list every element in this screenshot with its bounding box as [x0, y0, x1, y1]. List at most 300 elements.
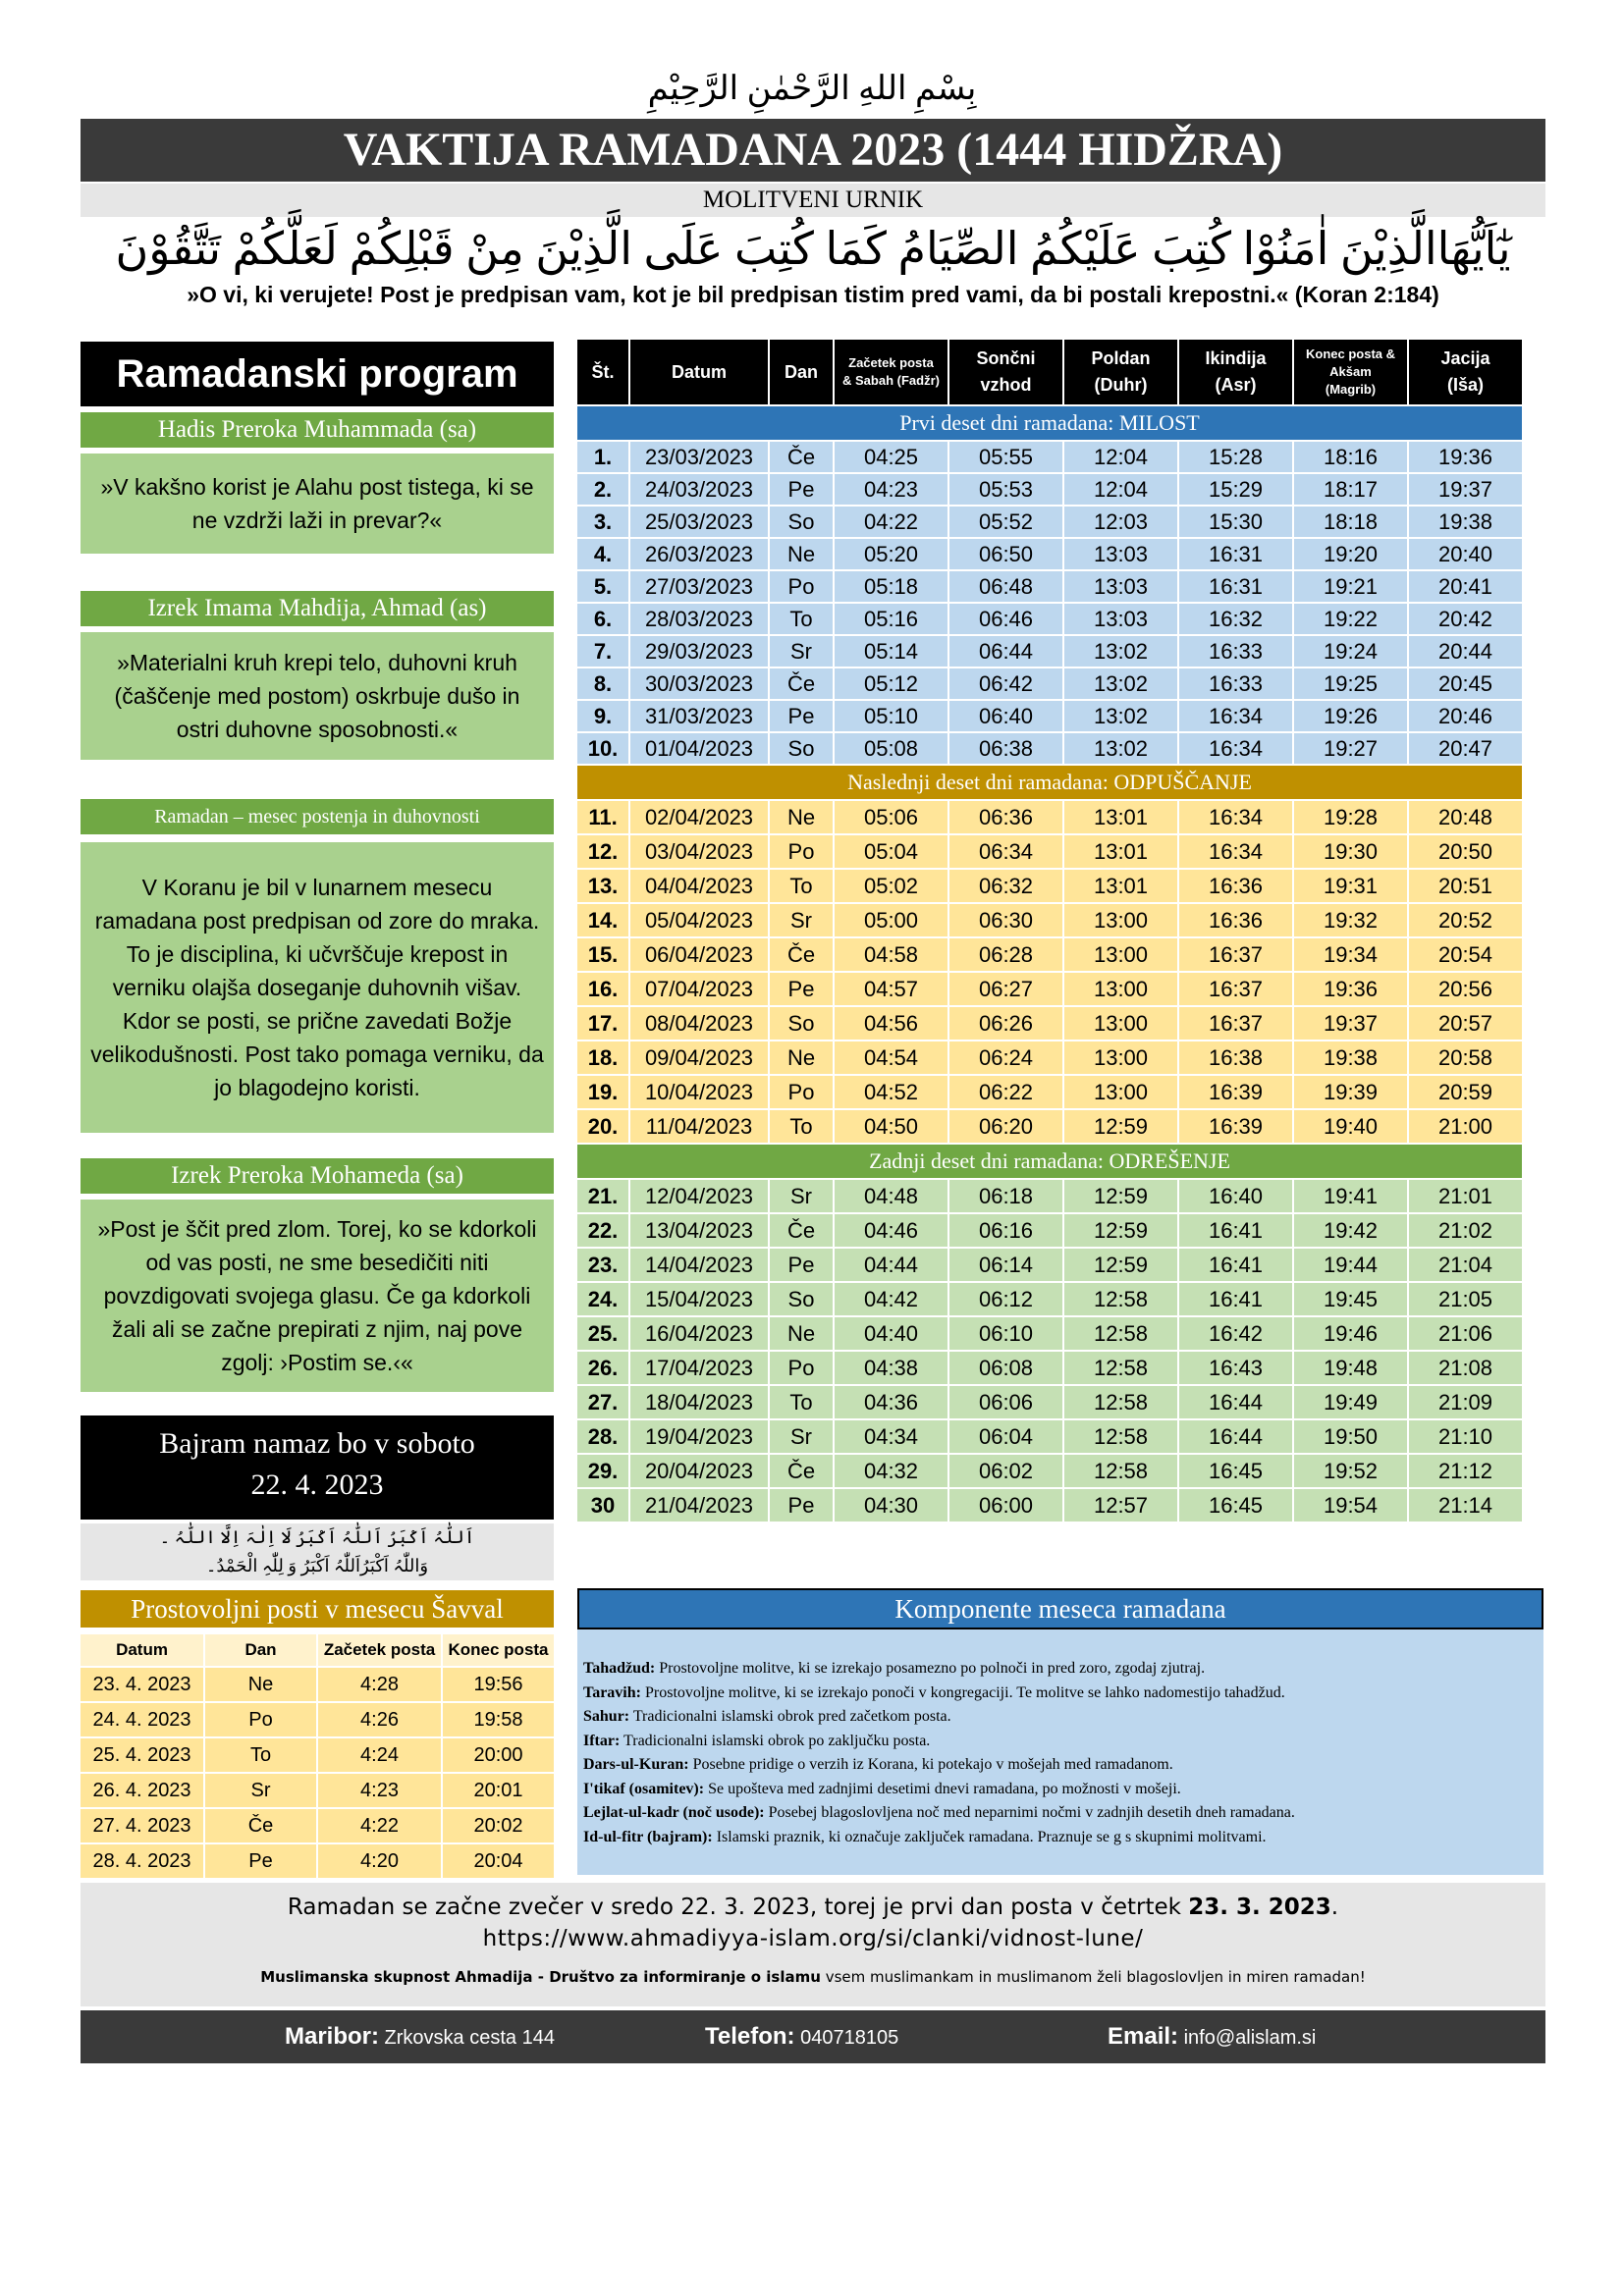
table-cell: 13:00 [1064, 1076, 1177, 1108]
table-row [577, 1489, 1522, 1522]
table-cell: Sr [205, 1774, 316, 1807]
table-cell: 20:54 [1409, 938, 1522, 971]
table-row [577, 1249, 1522, 1281]
table-cell: 05:53 [949, 474, 1062, 505]
table-cell: Po [205, 1703, 316, 1736]
table-cell: 19:38 [1409, 507, 1522, 537]
table-cell: 13:02 [1064, 701, 1177, 731]
table-cell: 06:18 [949, 1180, 1062, 1212]
table-cell: 23. [577, 1249, 628, 1281]
table-row [577, 571, 1522, 602]
table-cell: 16:31 [1179, 571, 1292, 602]
table-cell: 13:03 [1064, 604, 1177, 634]
table-cell: 24. 4. 2023 [81, 1703, 203, 1736]
table-cell: 20:40 [1409, 539, 1522, 569]
section-title: Prvi deset dni ramadana: MILOST [577, 406, 1522, 440]
table-cell: 16:33 [1179, 668, 1292, 699]
table-row [577, 1041, 1522, 1074]
page-subtitle: MOLITVENI URNIK [81, 184, 1545, 217]
table-cell: 4:20 [318, 1844, 441, 1878]
component-item [583, 1705, 1534, 1730]
table-cell: 27. 4. 2023 [81, 1809, 203, 1842]
table-row [577, 507, 1522, 537]
table-cell: 06:28 [949, 938, 1062, 971]
table-cell: 04:48 [835, 1180, 947, 1212]
component-term: Lejlat-ul-kadr (noč usode): [583, 1804, 765, 1821]
table-cell: 04:58 [835, 938, 947, 971]
column-header: Dan [770, 340, 833, 404]
table-cell: 12:59 [1064, 1249, 1177, 1281]
column-header-line: (Iša) [1446, 375, 1484, 395]
table-cell: 20:47 [1409, 733, 1522, 764]
component-description: Prostovoljne molitve, ki se izrekajo posamezno po polnoči in pred zoro, zgodaj zjutraj. [659, 1660, 1206, 1677]
section-header-row [577, 1145, 1522, 1178]
table-cell: 19:39 [1294, 1076, 1407, 1108]
table-cell: 21:14 [1409, 1489, 1522, 1522]
contact-label: Telefon: [705, 2023, 795, 2050]
table-cell: 21:05 [1409, 1283, 1522, 1315]
table-cell: 20/04/2023 [630, 1455, 768, 1487]
column-header [1294, 340, 1407, 404]
table-row [577, 1386, 1522, 1418]
table-row [577, 733, 1522, 764]
table-cell: 21:09 [1409, 1386, 1522, 1418]
table-cell: 21:00 [1409, 1110, 1522, 1143]
table-cell: 19:27 [1294, 733, 1407, 764]
table-cell: 13:00 [1064, 938, 1177, 971]
component-term: Tahadžud: [583, 1660, 656, 1677]
section-heading: Izrek Imama Mahdija, Ahmad (as) [81, 591, 554, 626]
table-cell: 28. [577, 1420, 628, 1453]
table-cell: 19:37 [1409, 474, 1522, 505]
table-row [81, 1809, 554, 1842]
column-header: Datum [630, 340, 768, 404]
table-row [81, 1703, 554, 1736]
table-cell: 24/03/2023 [630, 474, 768, 505]
table-cell: 12/04/2023 [630, 1180, 768, 1212]
table-cell: 05:00 [835, 904, 947, 936]
table-cell: 06:46 [949, 604, 1062, 634]
section-heading: Ramadan – mesec postenja in duhovnosti [81, 799, 554, 834]
table-cell: 4:23 [318, 1774, 441, 1807]
components-heading: Komponente meseca ramadana [577, 1588, 1543, 1629]
table-cell: 12:59 [1064, 1110, 1177, 1143]
table-cell: 4:24 [318, 1738, 441, 1772]
table-cell: 12:04 [1064, 474, 1177, 505]
table-cell: 30 [577, 1489, 628, 1522]
table-cell: 23. 4. 2023 [81, 1668, 203, 1701]
table-cell: 20:56 [1409, 973, 1522, 1005]
component-description: Prostovoljne molitve, ki se izrekajo ponoči v kongregaciji. Te molitve se lahko nadomestijo tahadžud. [644, 1683, 1285, 1701]
table-cell: 20:58 [1409, 1041, 1522, 1074]
table-cell: 13:01 [1064, 870, 1177, 902]
organization-name: Muslimanska skupnost Ahmadija - Društvo za informiranje o islamu [260, 1968, 821, 1986]
table-cell: 27. [577, 1386, 628, 1418]
table-cell: 9. [577, 701, 628, 731]
table-cell: 15. [577, 938, 628, 971]
table-cell: 19/04/2023 [630, 1420, 768, 1453]
table-cell: 06:38 [949, 733, 1062, 764]
table-cell: 04:25 [835, 442, 947, 472]
table-row [577, 904, 1522, 936]
table-cell: 26. [577, 1352, 628, 1384]
table-cell: 13:01 [1064, 835, 1177, 868]
table-cell: 06:36 [949, 801, 1062, 833]
column-header: Št. [577, 340, 628, 404]
table-cell: 04:46 [835, 1214, 947, 1247]
table-cell: Po [770, 835, 833, 868]
table-cell: 06:40 [949, 701, 1062, 731]
table-cell: So [770, 733, 833, 764]
table-cell: 13. [577, 870, 628, 902]
table-cell: 06:30 [949, 904, 1062, 936]
table-row [577, 973, 1522, 1005]
table-row [577, 701, 1522, 731]
table-row [577, 539, 1522, 569]
table-cell: 06:50 [949, 539, 1062, 569]
prayer-times-table [575, 338, 1524, 1523]
table-row [577, 938, 1522, 971]
table-cell: 19:50 [1294, 1420, 1407, 1453]
footer-date: 23. 3. 2023 [1188, 1895, 1331, 1920]
table-cell: 21:06 [1409, 1317, 1522, 1350]
table-cell: 12:59 [1064, 1214, 1177, 1247]
table-row [577, 1420, 1522, 1453]
bajram-date: 22. 4. 2023 [250, 1468, 384, 1501]
table-cell: 31/03/2023 [630, 701, 768, 731]
table-cell: 16:36 [1179, 904, 1292, 936]
component-item [583, 1657, 1534, 1682]
table-cell: 05:02 [835, 870, 947, 902]
table-cell: 19:40 [1294, 1110, 1407, 1143]
table-cell: 15/04/2023 [630, 1283, 768, 1315]
table-cell: 16:42 [1179, 1317, 1292, 1350]
table-cell: Če [770, 442, 833, 472]
table-cell: 04:50 [835, 1110, 947, 1143]
table-cell: 04:40 [835, 1317, 947, 1350]
column-header-line: Akšam [1329, 364, 1372, 379]
table-cell: Pe [770, 973, 833, 1005]
table-row [577, 442, 1522, 472]
table-row [577, 1352, 1522, 1384]
table-cell: 06:04 [949, 1420, 1062, 1453]
column-header: Dan [205, 1634, 316, 1666]
table-cell: 28/03/2023 [630, 604, 768, 634]
table-cell: 16:44 [1179, 1420, 1292, 1453]
table-cell: To [770, 1110, 833, 1143]
table-cell: 19:58 [443, 1703, 554, 1736]
contact-label: Email: [1108, 2023, 1179, 2050]
table-cell: 13:01 [1064, 801, 1177, 833]
table-cell: 16:36 [1179, 870, 1292, 902]
table-cell: 04/04/2023 [630, 870, 768, 902]
table-cell: Ne [770, 539, 833, 569]
table-row [577, 1007, 1522, 1040]
component-item [583, 1801, 1534, 1826]
table-cell: 02/04/2023 [630, 801, 768, 833]
table-row [577, 1317, 1522, 1350]
table-row [577, 870, 1522, 902]
table-cell: 13:02 [1064, 668, 1177, 699]
table-cell: Pe [770, 1249, 833, 1281]
table-row [577, 1283, 1522, 1315]
table-cell: 13:02 [1064, 733, 1177, 764]
bajram-notice [81, 1415, 554, 1520]
footer-text: . [1330, 1895, 1339, 1920]
table-cell: 19:26 [1294, 701, 1407, 731]
footer-text: Ramadan se začne zvečer v sredo 22. 3. 2023, torej je prvi dan posta v četrtek [287, 1895, 1189, 1920]
table-cell: 06:00 [949, 1489, 1062, 1522]
table-cell: 20:50 [1409, 835, 1522, 868]
table-row [577, 1180, 1522, 1212]
column-header [949, 340, 1062, 404]
table-cell: 13:00 [1064, 973, 1177, 1005]
table-row [577, 668, 1522, 699]
column-header: Konec posta [443, 1634, 554, 1666]
table-cell: 06:10 [949, 1317, 1062, 1350]
moon-visibility-link[interactable]: https://www.ahmadiyya-islam.org/si/clanki/vidnost-lune/ [482, 1926, 1144, 1951]
table-cell: Če [770, 1214, 833, 1247]
table-cell: 12:58 [1064, 1386, 1177, 1418]
table-cell: 04:32 [835, 1455, 947, 1487]
table-row [81, 1668, 554, 1701]
table-cell: 16:43 [1179, 1352, 1292, 1384]
contact-email[interactable] [1108, 2010, 1316, 2064]
table-cell: 06:02 [949, 1455, 1062, 1487]
table-cell: 19:52 [1294, 1455, 1407, 1487]
table-cell: 19:32 [1294, 904, 1407, 936]
table-cell: 21:01 [1409, 1180, 1522, 1212]
component-item [583, 1826, 1534, 1850]
table-cell: 30/03/2023 [630, 668, 768, 699]
table-cell: 19:31 [1294, 870, 1407, 902]
table-cell: 04:38 [835, 1352, 947, 1384]
column-header-line: Konec posta & [1305, 347, 1395, 361]
table-cell: 06:16 [949, 1214, 1062, 1247]
table-cell: 20:04 [443, 1844, 554, 1878]
table-cell: 16:40 [1179, 1180, 1292, 1212]
section-text [81, 454, 554, 554]
table-cell: 6. [577, 604, 628, 634]
table-cell: Če [770, 1455, 833, 1487]
section-title: Zadnji deset dni ramadana: ODREŠENJE [577, 1145, 1522, 1178]
table-cell: 16:31 [1179, 539, 1292, 569]
table-cell: 7. [577, 636, 628, 667]
table-cell: 25/03/2023 [630, 507, 768, 537]
table-cell: 19:41 [1294, 1180, 1407, 1212]
table-cell: 06:14 [949, 1249, 1062, 1281]
table-cell: 12:03 [1064, 507, 1177, 537]
verse-translation: »O vi, ki verujete! Post je predpisan vam, kot je bil predpisan tistim pred vami, da bi postali krepostni.« (Koran 2:184) [187, 282, 1439, 307]
table-cell: 16/04/2023 [630, 1317, 768, 1350]
section-text-content: V Koranu je bil v lunarnem mesecu ramadana post predpisan od zore do mraka. To je disciplina, ki učvrščuje krepost in verniku olajša doseganje duhovnih višav. Kdor se posti, se prične zavedati Božje velikodušnosti. Post tako pomaga verniku, da jo blagodejno koristi. [90, 875, 544, 1100]
table-cell: 16:34 [1179, 733, 1292, 764]
component-description: Tradicionalni islamski obrok po zaključku posta. [623, 1732, 931, 1749]
table-cell: 16:34 [1179, 835, 1292, 868]
table-cell: 16:37 [1179, 1007, 1292, 1040]
table-cell: Če [770, 668, 833, 699]
table-cell: 19:20 [1294, 539, 1407, 569]
table-cell: 13:00 [1064, 904, 1177, 936]
component-description: Se upošteva med zadnjimi desetimi dnevi ramadana, po možnosti v mošeji. [708, 1780, 1181, 1797]
table-cell: 21:08 [1409, 1352, 1522, 1384]
table-cell: Ne [770, 801, 833, 833]
table-cell: 16:45 [1179, 1489, 1292, 1522]
table-row [81, 1738, 554, 1772]
table-cell: To [770, 1386, 833, 1418]
table-cell: 12. [577, 835, 628, 868]
table-cell: 16:37 [1179, 973, 1292, 1005]
table-cell: 04:36 [835, 1386, 947, 1418]
table-cell: 20:02 [443, 1809, 554, 1842]
section-text [81, 632, 554, 760]
table-cell: 4:26 [318, 1703, 441, 1736]
table-cell: 09/04/2023 [630, 1041, 768, 1074]
table-cell: 16:32 [1179, 604, 1292, 634]
table-cell: 16:45 [1179, 1455, 1292, 1487]
table-cell: 20:48 [1409, 801, 1522, 833]
table-cell: 18:16 [1294, 442, 1407, 472]
table-cell: 21:12 [1409, 1455, 1522, 1487]
table-row [577, 604, 1522, 634]
bismillah-calligraphy: بِسْمِ اللهِ الرَّحْمٰنِ الرَّحِيْمِ [647, 71, 977, 107]
table-cell: 12:58 [1064, 1283, 1177, 1315]
section-text-content: »V kakšno korist je Alahu post tistega, ki se ne vzdrži laži in prevar?« [100, 474, 534, 533]
table-cell: So [770, 507, 833, 537]
table-cell: 11/04/2023 [630, 1110, 768, 1143]
table-cell: 03/04/2023 [630, 835, 768, 868]
contact-phone [705, 2010, 898, 2064]
component-item [583, 1730, 1534, 1754]
table-row [81, 1774, 554, 1807]
table-cell: 19:48 [1294, 1352, 1407, 1384]
table-cell: 06:32 [949, 870, 1062, 902]
table-cell: 12:58 [1064, 1352, 1177, 1384]
table-cell: 04:34 [835, 1420, 947, 1453]
table-cell: 08/04/2023 [630, 1007, 768, 1040]
table-cell: Sr [770, 636, 833, 667]
table-cell: 29/03/2023 [630, 636, 768, 667]
table-cell: 06:27 [949, 973, 1062, 1005]
table-cell: 11. [577, 801, 628, 833]
table-cell: 19:24 [1294, 636, 1407, 667]
footer-start-note [81, 1895, 1545, 1920]
table-cell: 25. 4. 2023 [81, 1738, 203, 1772]
component-description: Posebne pridige o verzih iz Korana, ki potekajo v mošejah med ramadanom. [692, 1756, 1173, 1773]
component-term: Dars-ul-Kuran: [583, 1756, 689, 1773]
table-cell: 12:57 [1064, 1489, 1177, 1522]
component-term: Sahur: [583, 1708, 630, 1725]
table-cell: 17. [577, 1007, 628, 1040]
table-cell: 13:00 [1064, 1007, 1177, 1040]
table-row [577, 474, 1522, 505]
component-description: Tradicionalni islamski obrok pred začetkom posta. [632, 1708, 951, 1725]
table-cell: 20:52 [1409, 904, 1522, 936]
component-term: Id-ul-fitr (bajram): [583, 1828, 713, 1845]
column-header: Začetek posta [318, 1634, 441, 1666]
table-cell: Pe [770, 1489, 833, 1522]
table-cell: 14/04/2023 [630, 1249, 768, 1281]
table-cell: 06:20 [949, 1110, 1062, 1143]
table-cell: To [770, 870, 833, 902]
table-cell: 19. [577, 1076, 628, 1108]
table-cell: 19:22 [1294, 604, 1407, 634]
table-cell: Sr [770, 1180, 833, 1212]
table-cell: 26/03/2023 [630, 539, 768, 569]
table-cell: 04:57 [835, 973, 947, 1005]
component-description: Posebej blagoslovljena noč med neparnimi nočmi v zadnjih desetih dneh ramadana. [768, 1804, 1295, 1821]
table-cell: 20:51 [1409, 870, 1522, 902]
column-header-line: (Duhr) [1094, 375, 1148, 395]
table-cell: 19:34 [1294, 938, 1407, 971]
column-header-line: Sončni [976, 348, 1036, 368]
table-cell: 04:42 [835, 1283, 947, 1315]
table-cell: 19:25 [1294, 668, 1407, 699]
table-cell: 05:04 [835, 835, 947, 868]
table-cell: 29. [577, 1455, 628, 1487]
table-cell: 25. [577, 1317, 628, 1350]
column-header: Datum [81, 1634, 203, 1666]
table-cell: 23/03/2023 [630, 442, 768, 472]
table-cell: 20:57 [1409, 1007, 1522, 1040]
column-header-line: Poldan [1091, 348, 1151, 368]
table-cell: 05:12 [835, 668, 947, 699]
table-cell: 06:08 [949, 1352, 1062, 1384]
table-cell: 20:01 [443, 1774, 554, 1807]
table-cell: Po [770, 1076, 833, 1108]
table-cell: 14. [577, 904, 628, 936]
table-cell: 06:06 [949, 1386, 1062, 1418]
table-cell: So [770, 1007, 833, 1040]
table-cell: 20. [577, 1110, 628, 1143]
table-cell: 04:22 [835, 507, 947, 537]
component-description: Islamski praznik, ki označuje zaključek ramadana. Praznuje se g s skupnimi molitvami. [716, 1828, 1267, 1845]
contact-label: Maribor: [285, 2023, 379, 2050]
table-row [577, 636, 1522, 667]
table-cell: 15:28 [1179, 442, 1292, 472]
column-header-line: vzhod [980, 375, 1032, 395]
table-cell: Pe [770, 701, 833, 731]
table-cell: 10/04/2023 [630, 1076, 768, 1108]
table-cell: 3. [577, 507, 628, 537]
table-cell: 19:42 [1294, 1214, 1407, 1247]
table-cell: 04:54 [835, 1041, 947, 1074]
table-cell: 05:06 [835, 801, 947, 833]
table-cell: 16:44 [1179, 1386, 1292, 1418]
table-cell: To [770, 604, 833, 634]
table-cell: 19:37 [1294, 1007, 1407, 1040]
table-cell: 04:56 [835, 1007, 947, 1040]
table-cell: 21:04 [1409, 1249, 1522, 1281]
components-list [577, 1629, 1543, 1875]
section-heading: Izrek Preroka Mohameda (sa) [81, 1158, 554, 1194]
table-cell: 20:44 [1409, 636, 1522, 667]
table-header-row [577, 340, 1522, 404]
contact-value: 040718105 [794, 2027, 899, 2049]
table-cell: 16:39 [1179, 1110, 1292, 1143]
table-cell: To [205, 1738, 316, 1772]
contact-bar [81, 2010, 1545, 2063]
table-cell: 04:30 [835, 1489, 947, 1522]
table-cell: Pe [770, 474, 833, 505]
table-cell: 20:46 [1409, 701, 1522, 731]
table-cell: 13:03 [1064, 571, 1177, 602]
table-row [577, 1214, 1522, 1247]
takbir-line: اَللّٰہُ اَکْبَرُ اَللّٰہُ اَکْبَرُ لَا اِلٰہَ اِلَّا اللّٰہُ ۔ [159, 1527, 475, 1547]
table-cell: 05/04/2023 [630, 904, 768, 936]
component-term: Taravih: [583, 1683, 641, 1701]
table-cell: 19:38 [1294, 1041, 1407, 1074]
